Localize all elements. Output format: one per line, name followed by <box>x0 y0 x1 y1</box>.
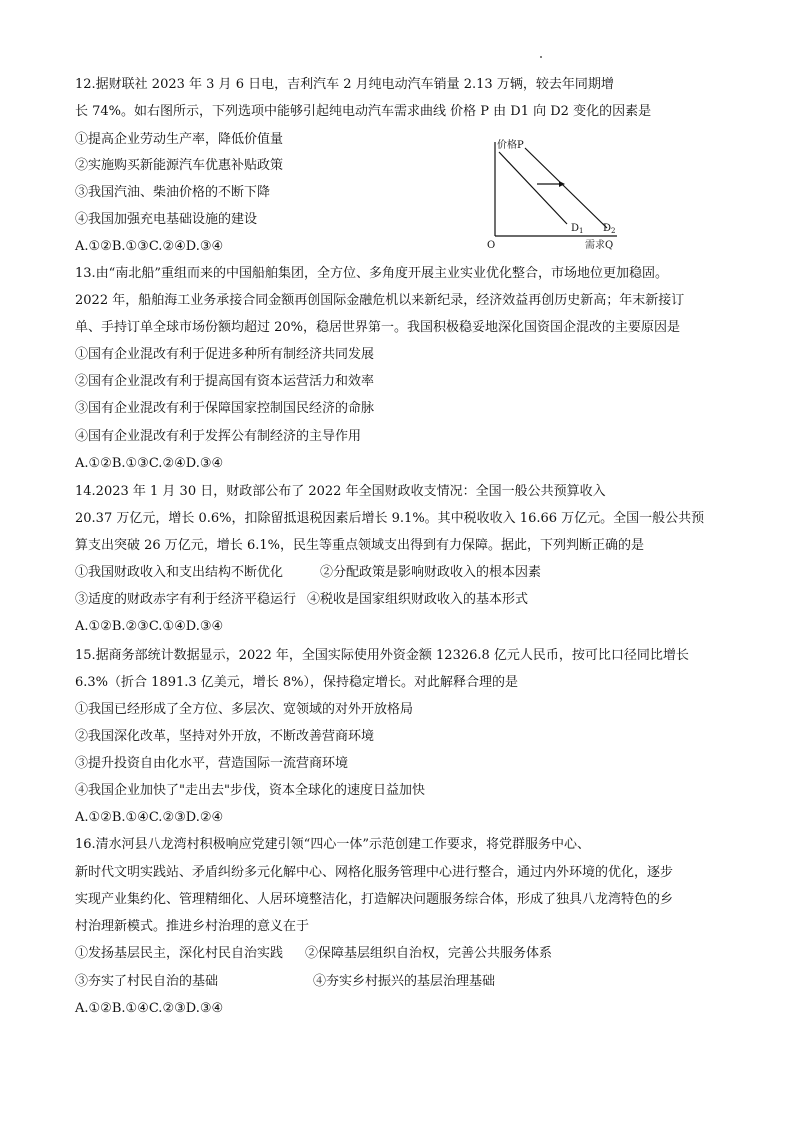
option-2: ②我国深化改革，坚持对外开放，不断改善营商环境 <box>75 729 375 744</box>
x-axis-label: 需求Q <box>585 240 614 251</box>
option-4: ④税收是国家组织财政收入的基本形式 <box>307 592 529 607</box>
option-2: ②实施购买新能源汽车优惠补贴政策 <box>75 158 284 173</box>
question-stem-line: 16.清水河县八龙湾村积极响应党建引领“四心一体”示范创建工作要求，将党群服务中心、 <box>75 837 590 852</box>
option-4: ④我国加强充电基础设施的建设 <box>75 212 258 227</box>
question-stem-line: 14.2023 年 1 月 30 日，财政部公布了 2022 年全国财政收支情况：全国一般公共预算收入 <box>75 484 606 499</box>
answer-choices: A.①②B.②③C.①④D.③④ <box>75 619 224 634</box>
option-3: ③提升投资自由化水平，营造国际一流营商环境 <box>75 756 349 771</box>
answer-choices: A.①②B.①④C.②③D.②④ <box>75 810 224 825</box>
question-stem-line: 长 74%。如右图所示，下列选项中能够引起纯电动汽车需求曲线 价格 P 由 D1 向 D2 变化的因素是 <box>75 104 652 119</box>
option-3: ③我国汽油、柴油价格的不断下降 <box>75 185 271 200</box>
page-dot <box>540 56 542 58</box>
curve-d1-label: $D_1$ <box>571 223 584 235</box>
question-stem-line: 6.3%（折合 1891.3 亿美元，增长 8%），保持稳定增长。对此解释合理的是 <box>75 675 519 690</box>
option-4: ④我国企业加快了"走出去"步伐，资本全球化的速度日益加快 <box>75 783 425 798</box>
question-stem-line: 村治理新模式。推进乡村治理的意义在于 <box>75 919 310 934</box>
question-stem-line: 算支出突破 26 万亿元，增长 6.1%，民生等重点领域支出得到有力保障。据此，下列判断正确的是 <box>75 538 644 553</box>
answer-choices: A.①②B.①④C.②③D.③④ <box>75 1001 224 1016</box>
y-axis-label: 价格P <box>497 140 524 151</box>
option-1: ①我国财政收入和支出结构不断优化 <box>75 565 284 580</box>
option-4: ④夯实乡村振兴的基层治理基础 <box>313 974 496 989</box>
question-stem-line: 新时代文明实践站、矛盾纠纷多元化解中心、网格化服务管理中心进行整合，通过内外环境的优化，逐步 <box>75 865 674 880</box>
question-stem-line: 15.据商务部统计数据显示，2022 年，全国实际使用外资金额 12326.8 亿元人民币，按可比口径同比增长 <box>75 648 689 663</box>
option-1: ①提高企业劳动生产率，降低价值量 <box>75 132 284 147</box>
question-stem-line: 实现产业集约化、管理精细化、人居环境整洁化，打造解决问题服务综合体，形成了独具八龙湾特色的乡 <box>75 892 674 907</box>
option-1: ①国有企业混改有利于促进多种所有制经济共同发展 <box>75 347 375 362</box>
option-1: ①发扬基层民主，深化村民自治实践 <box>75 946 284 961</box>
option-3: ③夯实了村民自治的基础 <box>75 974 219 989</box>
question-stem-line: 20.37 万亿元，增长 0.6%，扣除留抵退税因素后增长 9.1%。其中税收收入 16.66 万亿元。全国一般公共预 <box>75 511 705 526</box>
answer-choices: A.①②B.①③C.②④D.③④ <box>75 239 224 254</box>
demand-curve-d2 <box>525 148 607 228</box>
answer-choices: A.①②B.①③C.②④D.③④ <box>75 456 224 471</box>
option-2: ②国有企业混改有利于提高国有资本运营活力和效率 <box>75 374 375 389</box>
option-3: ③国有企业混改有利于保障国家控制国民经济的命脉 <box>75 401 375 416</box>
curve-d2-label: $D_2$ <box>603 223 616 235</box>
option-1: ①我国已经形成了全方位、多层次、宽领域的对外开放格局 <box>75 702 414 717</box>
origin-label: O <box>487 240 496 251</box>
question-stem-line: 2022 年，船舶海工业务承接合同金额再创国际金融危机以来新纪录，经济效益再创历史新高；年末新接订 <box>75 293 685 308</box>
question-stem-line: 单、手持订单全球市场份额均超过 20%，稳居世界第一。我国积极稳妥地深化国资国企混改的主要原因是 <box>75 320 681 335</box>
question-stem-line: 12.据财联社 2023 年 3 月 6 日电，吉利汽车 2 月纯电动汽车销量 2.13 万辆，较去年同期增 <box>75 77 614 92</box>
option-2: ②保障基层组织自治权，完善公共服务体系 <box>305 946 553 961</box>
demand-curve-graph <box>485 136 620 252</box>
option-2: ②分配政策是影响财政收入的根本因素 <box>320 565 542 580</box>
demand-curve-d1 <box>499 152 567 224</box>
option-3: ③适度的财政赤字有利于经济平稳运行 <box>75 592 297 607</box>
option-4: ④国有企业混改有利于发挥公有制经济的主导作用 <box>75 429 362 444</box>
question-stem-line: 13.由“南北船”重组而来的中国船舶集团，全方位、多角度开展主业实业优化整合，市场地位更加稳固。 <box>75 266 668 281</box>
